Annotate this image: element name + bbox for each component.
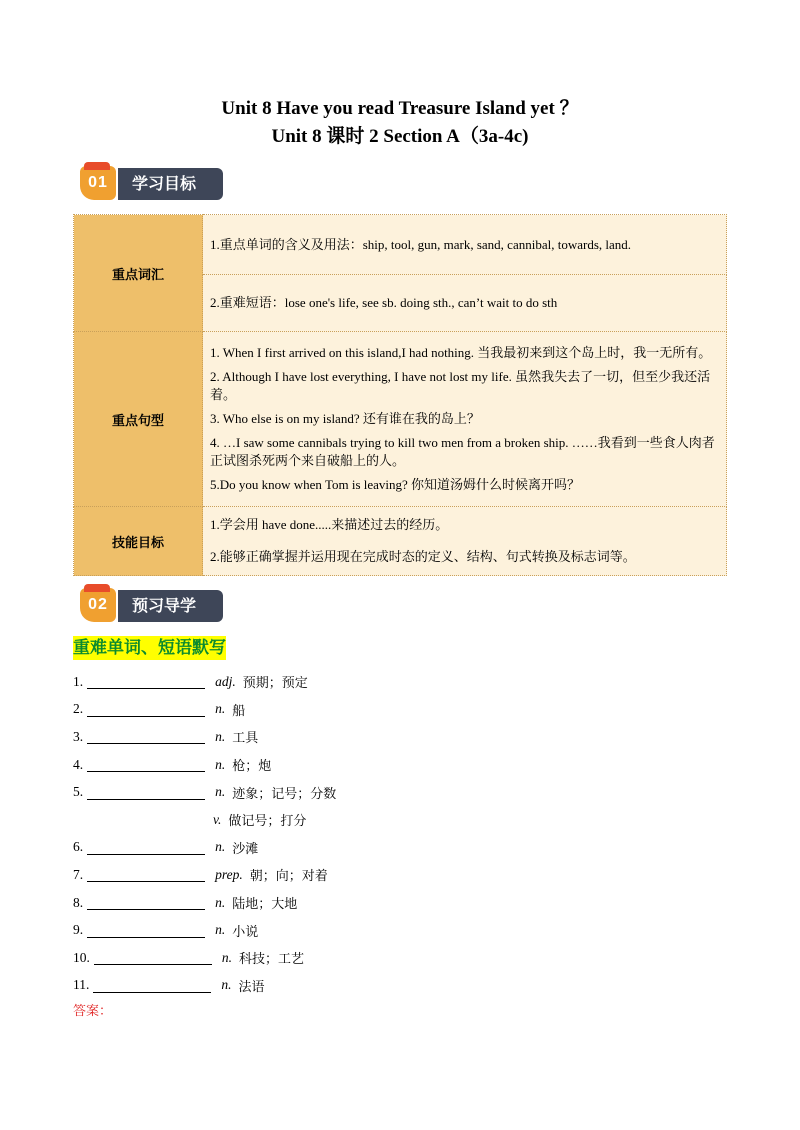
meaning: 船 (232, 703, 246, 719)
vocab-row (73, 972, 733, 1000)
vocab-row (73, 834, 733, 862)
answer-blank[interactable] (87, 674, 205, 689)
item-number: 2. (73, 701, 84, 717)
meaning: 工具 (232, 731, 259, 747)
part-of-speech: n. (215, 922, 226, 938)
sentence-list (203, 332, 727, 507)
part-of-speech: n. (221, 949, 232, 965)
vocab-row (73, 889, 733, 917)
item-number: 3. (73, 728, 84, 744)
objectives-table (73, 214, 727, 576)
item-number: 4. (73, 756, 84, 772)
answer-blank[interactable] (87, 895, 205, 910)
vocab-row (73, 668, 733, 696)
vocab-row (73, 916, 733, 944)
part-of-speech: n. (215, 728, 226, 744)
item-number: 7. (73, 866, 84, 882)
meaning: 法语 (238, 979, 265, 995)
item-number: 9. (73, 922, 84, 938)
meaning: 沙滩 (232, 841, 259, 857)
answer-blank[interactable] (87, 702, 205, 717)
answer-label: 答案： (73, 1004, 113, 1019)
vocab-head: 重点词汇 (74, 215, 203, 332)
skill-head: 技能目标 (74, 507, 203, 576)
meaning: 做记号；打分 (228, 814, 307, 830)
meaning: 小说 (232, 924, 259, 940)
phrase-item: 2.重难短语：lose one's life, see sb. doing sth., can’t wait to do sth (203, 275, 727, 332)
badge-accent (84, 162, 110, 170)
vocab-row (73, 944, 733, 972)
section-label: 预习导学 (118, 590, 223, 622)
sentence-item: 2. Although I have lost everything, I have not lost my life. 虽然我失去了一切，但至少我还活着。 (210, 369, 711, 402)
vocab-row (73, 778, 733, 806)
sentence-item: 3. Who else is on my island? 还有谁在我的岛上？ (210, 411, 480, 426)
vocab-row (73, 723, 733, 751)
meaning: 陆地；大地 (232, 897, 298, 913)
part-of-speech: prep. (215, 866, 243, 882)
sentence-item: 4. …I saw some cannibals trying to kill two men from a broken ship. ……我看到一些食人肉者正试图杀死两个来自破船上的人。 (210, 435, 715, 468)
skill-item: 2.能够正确掌握并运用现在完成时态的定义、结构、句式转换及标志词等。 (210, 549, 636, 564)
badge-accent (84, 584, 110, 592)
answer-blank[interactable] (94, 950, 212, 965)
meaning: 预期；预定 (242, 676, 308, 692)
vocab-row-continued (73, 806, 733, 834)
item-number: 1. (73, 673, 84, 689)
sentence-item: 1. When I first arrived on this island,I had nothing. 当我最初来到这个岛上时，我一无所有。 (210, 345, 712, 360)
skill-list (203, 507, 727, 576)
vocab-row (73, 696, 733, 724)
answer-blank[interactable] (87, 923, 205, 938)
part-of-speech: n. (215, 756, 226, 772)
vocab-list (73, 668, 733, 999)
sentence-item: 5.Do you know when Tom is leaving? 你知道汤姆什么时候离开吗？ (210, 477, 581, 492)
answer-blank[interactable] (87, 729, 205, 744)
part-of-speech: v. (213, 811, 222, 827)
doc-subtitle: Unit 8 课时 2 Section A（3a-4c) (271, 126, 529, 147)
section-badge-preview (80, 584, 225, 624)
doc-title: Unit 8 Have you read Treasure Island yet ？ (221, 98, 579, 119)
part-of-speech: n. (215, 839, 226, 855)
part-of-speech: n. (215, 894, 226, 910)
meaning: 科技；工艺 (239, 952, 305, 968)
skill-item: 1.学会用 have done.....来描述过去的经历。 (210, 517, 449, 532)
sentence-head: 重点句型 (74, 332, 203, 507)
item-number: 10. (73, 949, 90, 965)
part-of-speech: n. (215, 784, 226, 800)
meaning: 迹象；记号；分数 (232, 786, 337, 802)
part-of-speech: n. (215, 701, 226, 717)
vocab-row (73, 751, 733, 779)
vocab-row (73, 861, 733, 889)
section-number: 01 (80, 166, 116, 200)
item-number: 8. (73, 894, 84, 910)
part-of-speech: n. (221, 977, 232, 993)
answer-blank[interactable] (87, 785, 205, 800)
vocab-subheading: 重难单词、短语默写 (73, 638, 226, 658)
meaning: 朝；向；对着 (249, 869, 328, 885)
part-of-speech: adj. (215, 673, 236, 689)
item-number: 5. (73, 784, 84, 800)
answer-blank[interactable] (87, 867, 205, 882)
section-number: 02 (80, 588, 116, 622)
meaning: 枪；炮 (232, 759, 272, 775)
item-number: 6. (73, 839, 84, 855)
answer-blank[interactable] (93, 978, 211, 993)
answer-blank[interactable] (87, 757, 205, 772)
answer-blank[interactable] (87, 840, 205, 855)
section-badge-objectives (80, 162, 225, 202)
section-label: 学习目标 (118, 168, 223, 200)
item-number: 11. (73, 977, 90, 993)
vocab-item: 1.重点单词的含义及用法：ship, tool, gun, mark, sand, cannibal, towards, land. (203, 215, 727, 275)
